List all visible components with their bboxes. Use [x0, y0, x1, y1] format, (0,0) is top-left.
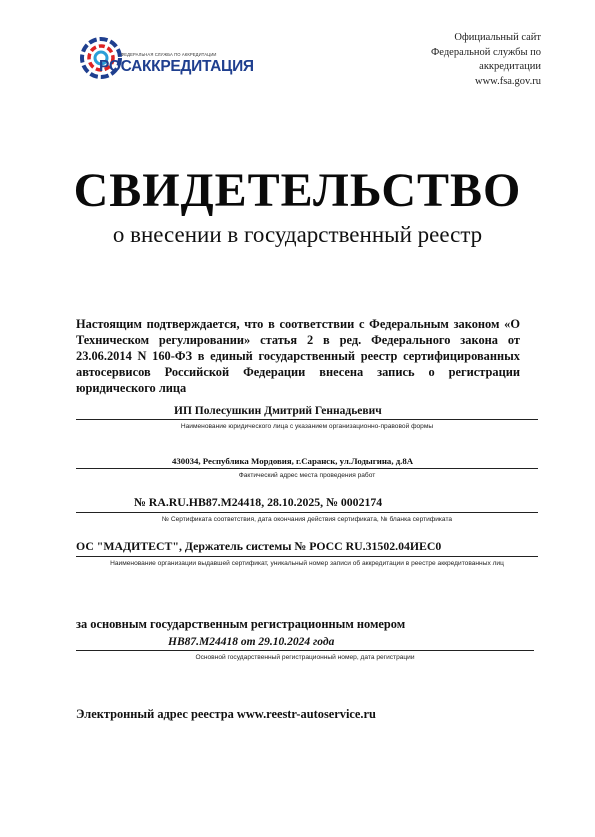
logo-small-text: ФЕДЕРАЛЬНАЯ СЛУЖБА ПО АККРЕДИТАЦИИ: [121, 52, 217, 57]
divider: [76, 650, 534, 651]
registration-caption: Основной государственный регистрационный номер, дата регистрации: [195, 654, 415, 661]
site-line: Официальный сайт: [454, 32, 541, 43]
official-site-block: [381, 31, 541, 89]
divider: [76, 556, 538, 557]
issuer-value: ОС "МАДИТЕСТ", Держатель системы № РОСС RU.31502.04ИЕС0: [76, 539, 442, 553]
site-line: аккредитации: [479, 61, 541, 72]
certificate-caption: № Сертификата соответствия, дата окончания действия сертификата, № бланка сертификата: [161, 516, 453, 523]
divider: [76, 512, 538, 513]
registration-field: [76, 636, 534, 662]
registration-label: за основным государственным регистрационным номером: [76, 617, 406, 631]
issuer-caption: Наименование организации выдавшей сертификат, уникальный номер записи об аккредитации в реестре аккредитованных лиц: [110, 560, 504, 567]
address-value: 430034, Республика Мордовия, г.Саранск, ул.Лодыгина, д.8А: [172, 456, 414, 466]
document-subtitle: о внесении в государственный реестр: [112, 222, 483, 247]
intro-paragraph: Настоящим подтверждается, что в соответствии с Федеральным законом «О Техническом регулировании» статья 2 в ред. Федерального закона от 23.06.2014 N 160-ФЗ в единый государственный реестр сертифицированных автосервисов Российской Федерации внесена запись о регистрации юридического лица: [76, 317, 520, 395]
registration-number: HB87.M24418 от 29.10.2024 года: [168, 636, 335, 648]
entity-name-field: [76, 405, 538, 431]
issuer-field: [76, 539, 538, 568]
site-url: www.fsa.gov.ru: [475, 75, 541, 87]
site-line: Федеральной службы по: [431, 46, 541, 58]
certificate-value: № RA.RU.HB87.M24418, 28.10.2025, № 0002174: [134, 495, 383, 509]
address-caption: Фактический адрес места проведения работ: [238, 472, 376, 479]
address-field: [76, 456, 538, 480]
document-title: СВИДЕТЕЛЬСТВО: [73, 164, 522, 217]
logo-text: РОСАККРЕДИТАЦИЯ: [99, 58, 254, 75]
entity-name: ИП Полесушкин Дмитрий Геннадьевич: [174, 405, 382, 417]
divider: [76, 419, 538, 420]
electronic-address: Электронный адрес реестра www.reestr-autoservice.ru: [76, 707, 376, 721]
rosaccreditation-logo: [79, 28, 254, 86]
entity-name-caption: Наименование юридического лица с указанием организационно-правовой формы: [180, 423, 434, 430]
certificate-field: [76, 495, 538, 524]
divider: [76, 468, 538, 469]
